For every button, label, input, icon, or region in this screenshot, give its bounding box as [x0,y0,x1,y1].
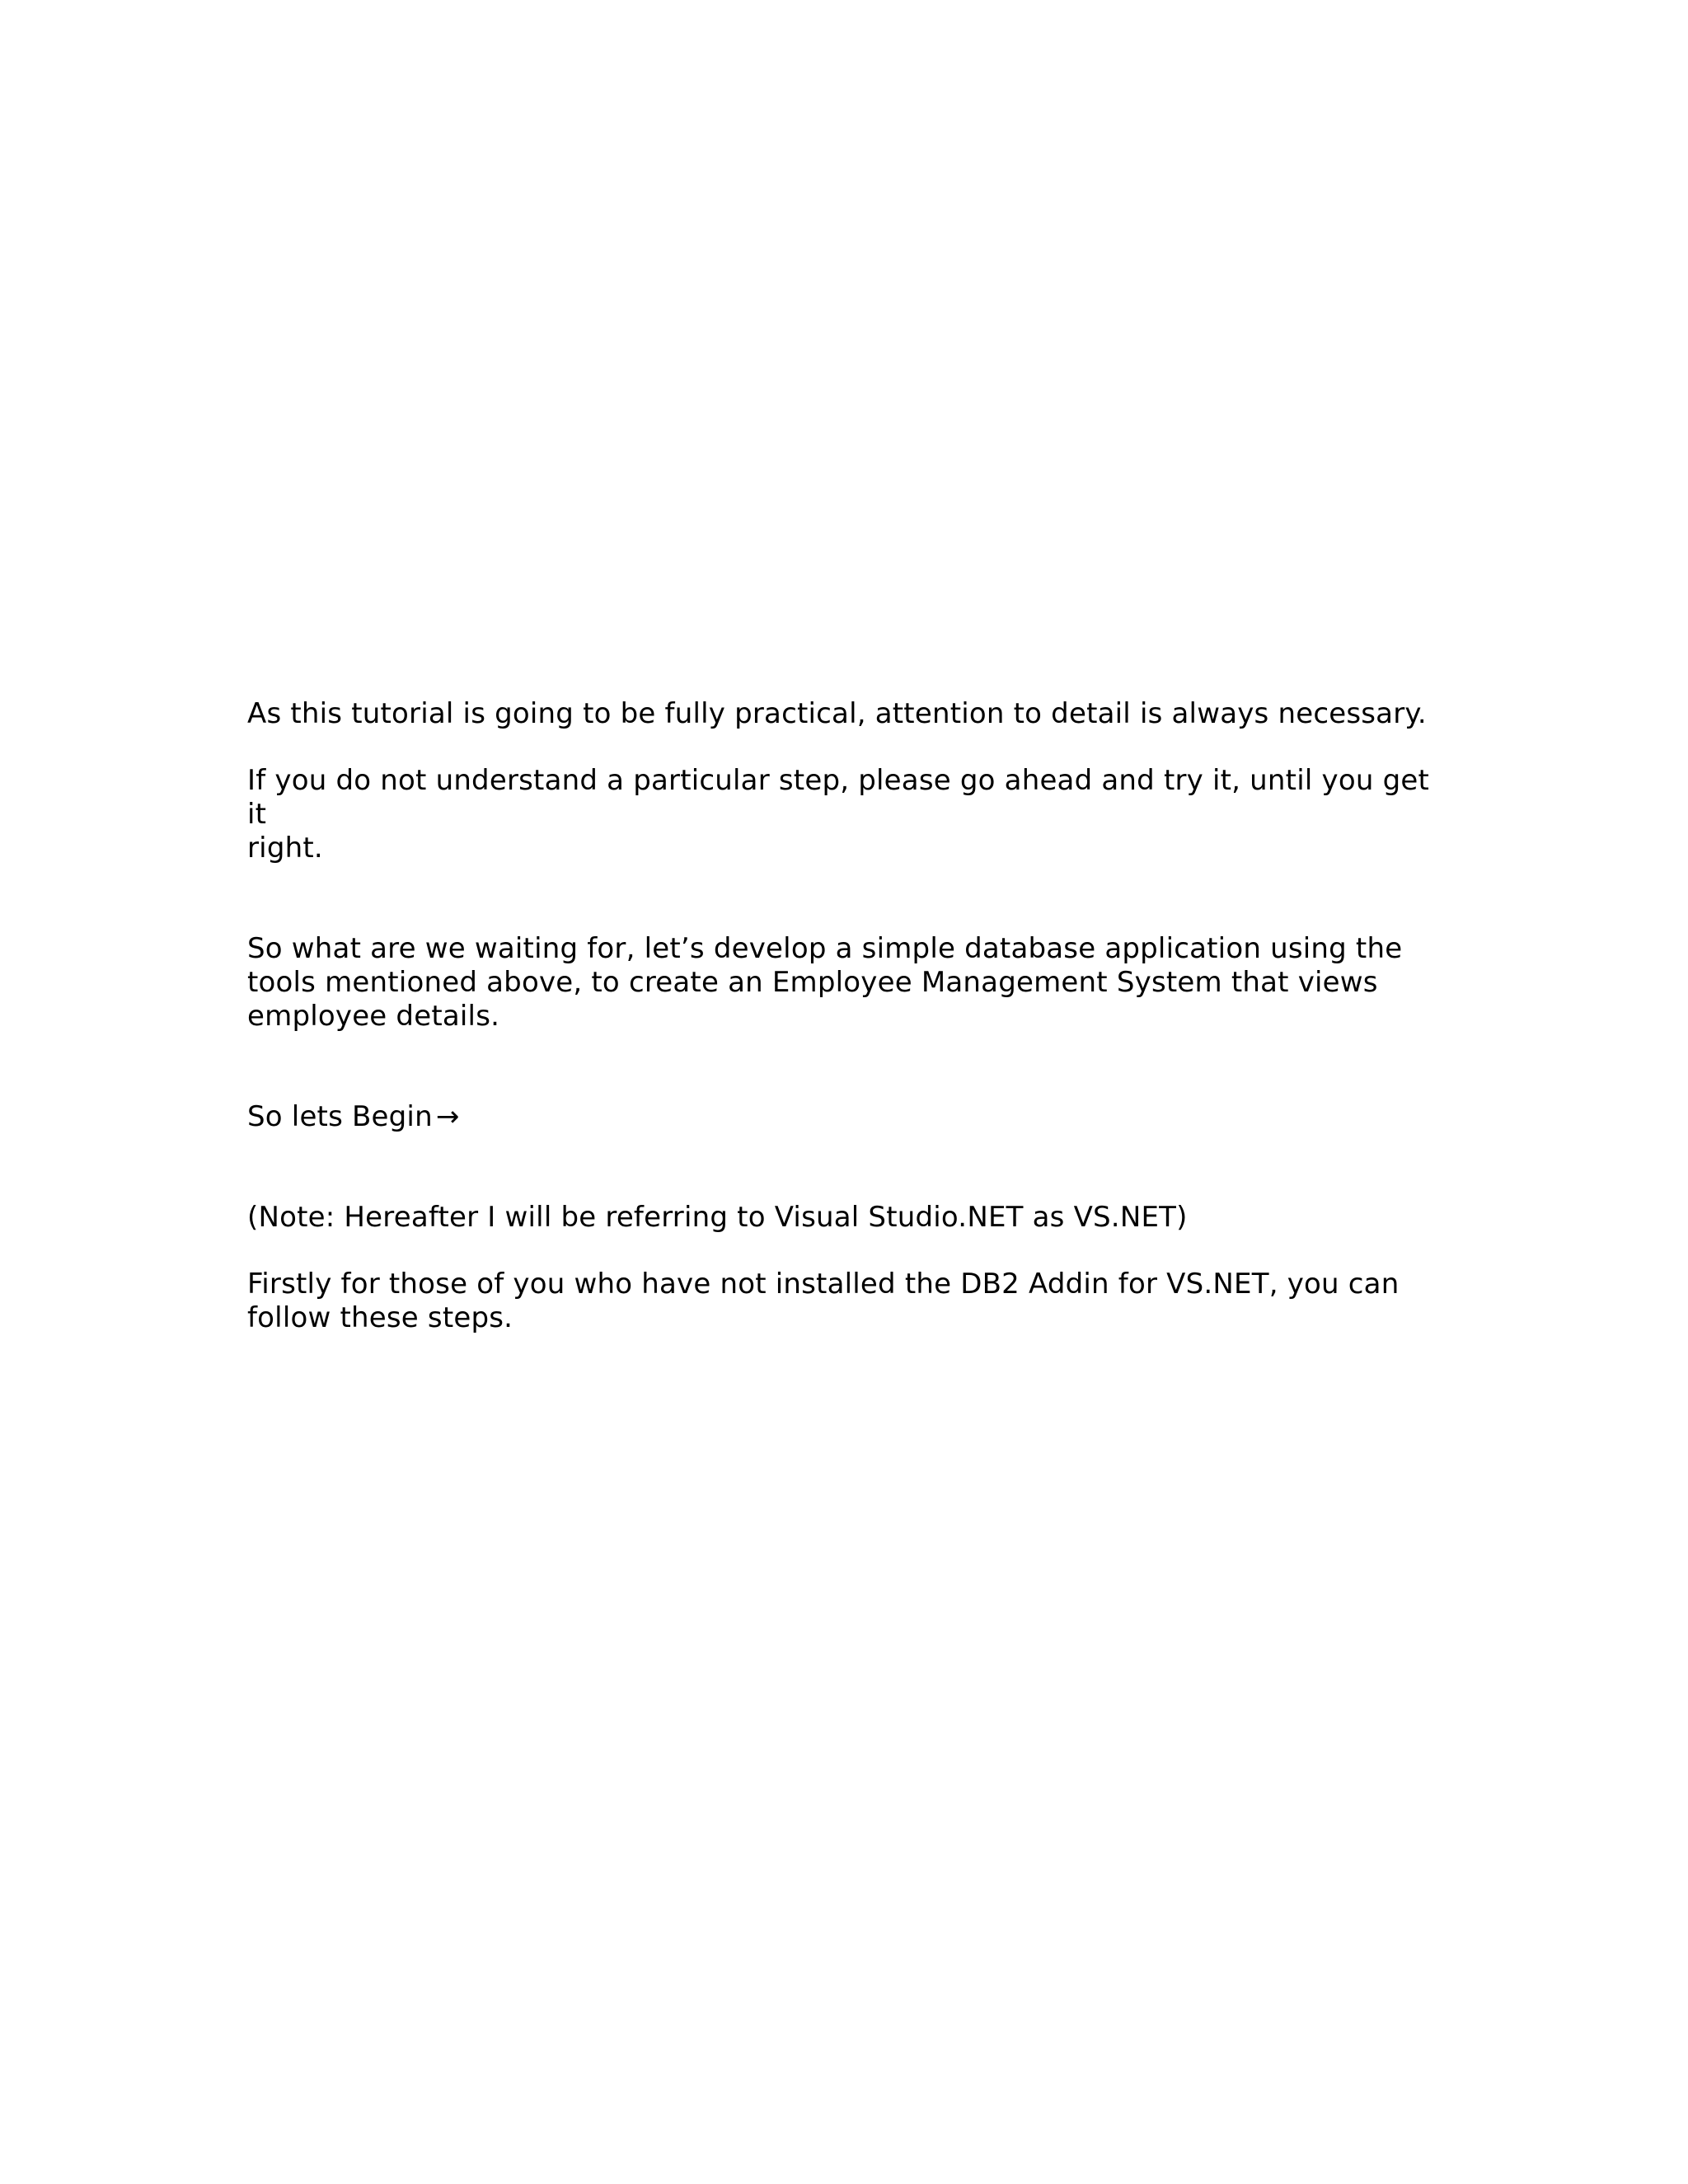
paragraph-develop-application: So what are we waiting for, let’s develop a simple database application using the tools mentioned above, to create an Employee Management System that views employee details. [247,932,1403,1033]
document-body [247,697,1451,1335]
paragraph-note: (Note: Hereafter I will be referring to Visual Studio.NET as VS.NET) [247,1201,1188,1234]
begin-text: So lets Begin [247,1100,433,1133]
paragraph-intro: As this tutorial is going to be fully practical, attention to detail is always necessary. [247,697,1427,730]
right-arrow-icon: → [435,1100,460,1133]
paragraph-begin [247,1100,1451,1134]
paragraph-understand-step: If you do not understand a particular step, please go ahead and try it, until you get it right. [247,764,1430,865]
paragraph-install-addin: Firstly for those of you who have not installed the DB2 Addin for VS.NET, you can follow these steps. [247,1268,1400,1334]
